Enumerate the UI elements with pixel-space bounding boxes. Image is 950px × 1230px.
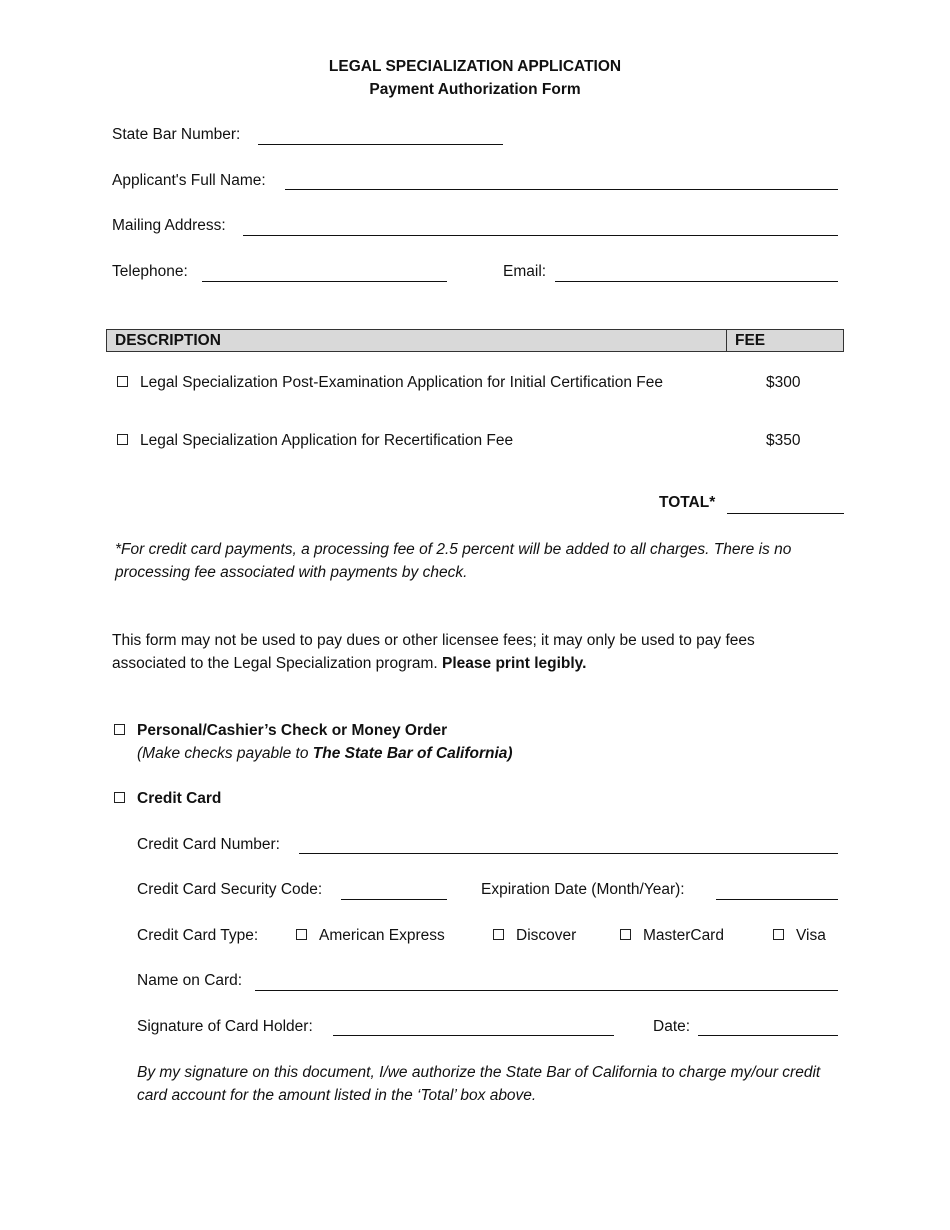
full-name-label: Applicant's Full Name: <box>112 172 266 189</box>
fee-row-1-description: Legal Specialization Post-Examination Application for Initial Certification Fee <box>140 374 663 391</box>
card-type-discover-checkbox[interactable] <box>493 929 504 940</box>
card-type-amex-label: American Express <box>319 927 445 944</box>
table-header-fee: FEE <box>726 329 844 352</box>
check-payable-prefix: (Make checks payable to <box>137 745 313 762</box>
expiration-label: Expiration Date (Month/Year): <box>481 881 685 898</box>
name-on-card-field[interactable] <box>255 990 838 991</box>
check-payment-checkbox[interactable] <box>114 724 125 735</box>
signature-field[interactable] <box>333 1035 614 1036</box>
bar-number-field[interactable] <box>258 144 503 145</box>
card-type-visa-label: Visa <box>796 927 826 944</box>
card-type-visa-checkbox[interactable] <box>773 929 784 940</box>
authorization-statement: By my signature on this document, I/we authorize the State Bar of California to charge my/our credit card account for the amount listed in the ‘Total’ box above. <box>137 1064 821 1104</box>
card-type-mastercard-label: MasterCard <box>643 927 724 944</box>
signature-label: Signature of Card Holder: <box>137 1018 313 1035</box>
usage-note-emphasis: Please print legibly. <box>442 655 587 672</box>
card-type-amex-checkbox[interactable] <box>296 929 307 940</box>
form-title: LEGAL SPECIALIZATION APPLICATION <box>328 58 622 75</box>
security-code-field[interactable] <box>341 899 447 900</box>
check-payment-label: Personal/Cashier’s Check or Money Order <box>137 722 448 739</box>
check-payable-note <box>137 744 513 764</box>
form-subtitle: Payment Authorization Form <box>369 81 581 98</box>
date-label: Date: <box>653 1018 691 1035</box>
credit-card-label: Credit Card <box>137 790 222 807</box>
security-code-label: Credit Card Security Code: <box>137 881 323 898</box>
card-type-label: Credit Card Type: <box>137 927 259 944</box>
total-label: TOTAL* <box>659 494 716 511</box>
telephone-field[interactable] <box>202 281 447 282</box>
card-type-discover-label: Discover <box>516 927 577 944</box>
full-name-field[interactable] <box>285 189 838 190</box>
bar-number-label: State Bar Number: <box>112 126 241 143</box>
fee-row-2-checkbox[interactable] <box>117 434 128 445</box>
email-label: Email: <box>503 263 547 280</box>
address-field[interactable] <box>243 235 838 236</box>
fee-row-2-description: Legal Specialization Application for Recertification Fee <box>140 432 514 449</box>
fee-row-1-checkbox[interactable] <box>117 376 128 387</box>
expiration-field[interactable] <box>716 899 838 900</box>
usage-note <box>112 629 832 675</box>
fee-row-1-amount: $300 <box>766 374 801 391</box>
date-field[interactable] <box>698 1035 838 1036</box>
card-number-label: Credit Card Number: <box>137 836 280 853</box>
processing-fee-note: *For credit card payments, a processing fee of 2.5 percent will be added to all charges. There is no processing fee associated with payments by check. <box>115 541 792 581</box>
telephone-label: Telephone: <box>112 263 188 280</box>
name-on-card-label: Name on Card: <box>137 972 243 989</box>
fee-row-2-amount: $350 <box>766 432 801 449</box>
credit-card-checkbox[interactable] <box>114 792 125 803</box>
total-field[interactable] <box>727 513 844 514</box>
table-header-description: DESCRIPTION <box>106 329 727 352</box>
check-payable-payee: The State Bar of California) <box>312 745 513 762</box>
card-number-field[interactable] <box>299 853 838 854</box>
usage-note-text: This form may not be used to pay dues or other licensee fees; it may only be used to pay fees associated to the Legal Specialization program. <box>112 632 755 672</box>
card-type-mastercard-checkbox[interactable] <box>620 929 631 940</box>
email-field[interactable] <box>555 281 838 282</box>
address-label: Mailing Address: <box>112 217 226 234</box>
